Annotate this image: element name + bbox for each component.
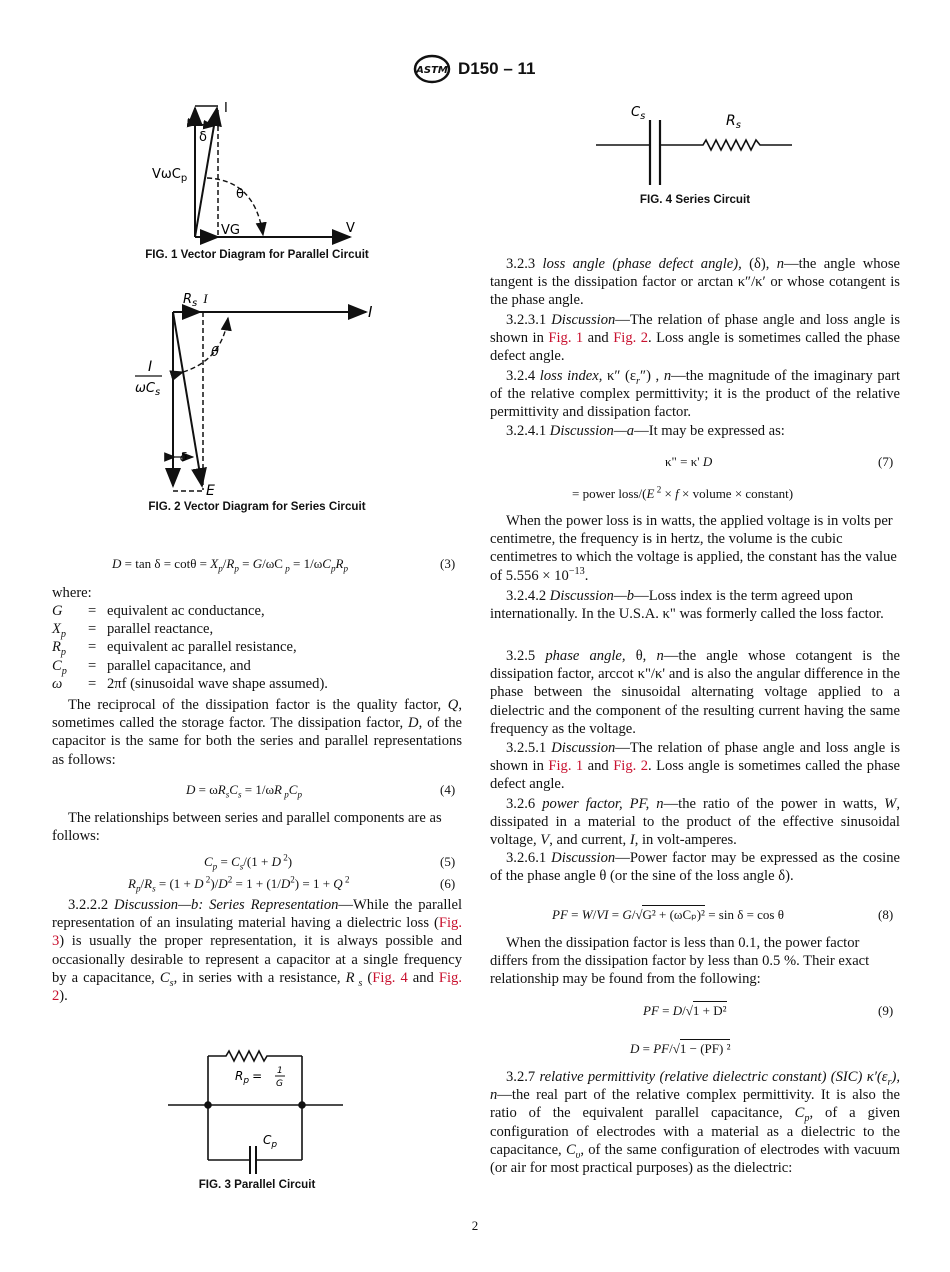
definition-symbol: $X_p$: [52, 621, 67, 641]
figure-link[interactable]: Fig. 2: [613, 758, 649, 775]
definition-symbol: G: [52, 603, 63, 619]
paragraph-3-2-3-1: [490, 311, 900, 366]
text-run: 1 − (PF) ²: [679, 1041, 731, 1056]
text-run: =: [217, 854, 232, 869]
equation-9: [643, 1003, 727, 1019]
equation-7: [665, 454, 712, 470]
text-run: D: [112, 556, 122, 571]
fig2-den-sub: s: [154, 387, 161, 398]
definition-text: parallel capacitance, and: [107, 657, 251, 674]
text-run: /: [592, 907, 597, 922]
text-run: ).: [59, 988, 68, 1005]
fig4-cs: C: [631, 105, 641, 120]
text-run: p: [212, 861, 218, 872]
text-run: κ" = κ': [665, 454, 703, 469]
fig2-rs: R: [183, 292, 193, 307]
equation-9-number: (9): [878, 1003, 894, 1018]
fig4-caption: FIG. 4 Series Circuit: [639, 193, 751, 206]
definition-item: [52, 657, 462, 675]
fig1-vwcp: VωC: [152, 167, 181, 182]
text-run: . Loss angle is sometimes called the phase defect angle.: [490, 330, 901, 365]
text-run: s: [152, 883, 156, 894]
fig2-label-den: [135, 381, 160, 398]
text-run: PF: [552, 907, 568, 922]
paragraph-power-loss: [490, 512, 900, 585]
page-number: 2: [471, 1218, 479, 1233]
text-run: The reciprocal of the dissipation factor is the quality factor,: [68, 697, 448, 713]
text-run: )/: [210, 876, 219, 891]
text-run: 3.2.3.1: [506, 312, 552, 328]
fig1-label-i: I: [224, 101, 228, 116]
text-run: R: [144, 876, 153, 891]
text-run: 2: [290, 874, 295, 885]
equation-7-number: (7): [878, 454, 894, 469]
text-run: When the power loss is in watts, the applied voltage is in volts per centimetre, the frequency is in hertz, the volume is the cubic centimetres to which the voltage is applied, the constant has the value of 5.556 × 10: [490, 513, 897, 584]
text-run: =: [608, 907, 623, 922]
text-run: , of the same configuration of electrodes with vacuum (or air for most practical purposes) as the dielectric:: [490, 1141, 900, 1177]
equation-8-number: (8): [878, 907, 894, 922]
text-run: 3.2.7: [506, 1069, 540, 1085]
text-run: PF: [643, 1003, 659, 1018]
text-run: D: [194, 876, 204, 891]
fig4-rs: R: [726, 113, 736, 129]
paragraph-3-2-4-1: [490, 422, 900, 440]
text-run: W: [884, 796, 897, 812]
text-run: p: [281, 789, 289, 800]
text-run: —It may be expressed as:: [634, 423, 785, 439]
text-run: Discussion—a: [549, 423, 635, 439]
fig3-label-rp: [235, 1069, 262, 1086]
text-run: , of the capacitor is the same for both the series and parallel representations as follows:: [52, 715, 463, 768]
text-run: —the ratio of the power in watts,: [663, 796, 885, 812]
definition-equals: =: [88, 603, 97, 619]
fig3-cp: C: [263, 1133, 272, 1147]
text-run: 3.2.3: [506, 256, 543, 272]
text-run: 3.2.6: [506, 796, 543, 812]
text-run: —Power factor may be expressed as the cosine of the phase angle θ (or the sine of the loss angle δ).: [490, 850, 900, 885]
fig1-label-vg: VG: [221, 223, 240, 238]
text-run: Discussion: [551, 850, 616, 866]
definition-text: equivalent ac conductance,: [107, 603, 265, 619]
text-run: 3.2.6.1: [506, 850, 552, 866]
text-run: (δ),: [749, 256, 777, 272]
paragraph-3-2-3: [490, 255, 900, 310]
fig2-label-num: I: [148, 359, 153, 375]
paragraph-3-2-2-2: [52, 896, 462, 1005]
figure-link[interactable]: Fig. 4: [372, 969, 408, 986]
text-run: C: [322, 556, 331, 571]
text-run: , sometimes called the storage factor. The dissipation factor,: [52, 697, 462, 732]
text-run: n: [656, 648, 664, 664]
fig3-rp-sub: p: [243, 1076, 250, 1086]
text-run: p: [234, 563, 239, 574]
definition-equals: =: [88, 621, 97, 638]
equation-4-number: (4): [440, 782, 456, 797]
fig2-vector-diagram: [0, 280, 475, 498]
text-run: (: [362, 969, 373, 986]
text-run: , in volt-amperes.: [634, 832, 737, 849]
text-run: I: [629, 832, 635, 849]
text-run: D: [408, 715, 419, 732]
fig2-label-e: E: [206, 483, 215, 498]
text-run: p: [804, 1113, 810, 1125]
text-run: —the angle whose tangent is the dissipation factor or arctan κ″/κ′ or whose cotangent is the phase angle.: [490, 256, 900, 309]
text-run: PF: [653, 1041, 670, 1056]
text-run: = (1 +: [155, 876, 195, 891]
definition-equals: =: [88, 657, 97, 674]
text-run: 3.2.2.2: [68, 897, 115, 913]
text-run: D: [280, 876, 291, 891]
text-run: = tan δ = cotθ =: [121, 556, 211, 571]
text-run: −13: [568, 565, 585, 577]
text-run: .: [584, 567, 589, 584]
fig2-label-i: I: [368, 303, 373, 321]
fig3-cp-sub: p: [271, 1140, 278, 1150]
text-run: Discussion: [551, 740, 616, 756]
text-run: p: [282, 563, 290, 574]
text-run: s: [225, 789, 230, 800]
text-run: R: [128, 876, 136, 891]
text-run: Discussion—b: Series Representation: [114, 897, 339, 913]
text-run: Discussion: [551, 312, 616, 328]
text-run: V: [540, 832, 550, 849]
fig1-vector-diagram: [0, 0, 475, 246]
text-run: s: [239, 861, 244, 872]
fig4-cs-sub: s: [640, 111, 646, 122]
figure-link[interactable]: Fig. 2: [52, 969, 462, 1005]
equation-5: [204, 854, 292, 870]
paragraph-3-2-6: [490, 795, 900, 850]
text-run: W: [581, 907, 593, 922]
text-run: —While the parallel representation of an insulating material having a dielectric loss (: [52, 897, 462, 932]
text-run: relative permittivity (relative dielectric constant) (SIC) κ′(ε: [539, 1069, 888, 1085]
equation-4: [186, 782, 302, 798]
text-run: R: [217, 782, 226, 797]
text-run: —the angle whose cotangent is the dissipation factor, arccot κ"/κ' and is also the angular difference in the phase between the sinusoidal alternating voltage applied to a dielectric and the component of the resulting current having the same frequency as the voltage.: [490, 648, 900, 737]
text-run: =: [658, 1003, 673, 1018]
text-run: 1 + D²: [692, 1003, 727, 1018]
figure-link[interactable]: Fig. 2: [613, 330, 649, 347]
text-run: r: [636, 375, 640, 387]
text-run: 3.2.4: [506, 368, 540, 384]
text-run: loss index,: [539, 368, 607, 384]
text-run: 2: [280, 852, 288, 863]
text-run: G² + (ωCₚ)²: [642, 907, 705, 922]
text-run: s: [354, 977, 363, 989]
text-run: s: [169, 977, 174, 989]
text-run: —Loss index is the term agreed upon internationally. In the U.S.A. κ" was formerly called the loss factor.: [490, 588, 884, 623]
text-run: 2: [203, 874, 211, 885]
text-run: /ωC: [262, 556, 283, 571]
text-run: ), n: [490, 1069, 900, 1104]
text-run: = ω: [195, 782, 218, 797]
text-run: 2: [227, 874, 233, 885]
text-run: = power loss/(: [572, 486, 647, 501]
fig3-parallel-circuit: [160, 1040, 360, 1176]
fig4-series-circuit: [590, 98, 800, 190]
fig3-caption: FIG. 3 Parallel Circuit: [198, 1178, 316, 1191]
fig2-rs-sub: s: [192, 298, 198, 309]
paragraph-reciprocal: [52, 696, 462, 769]
text-run: —The relation of phase angle and loss angle is shown in: [490, 312, 901, 347]
fig2-label-rs-i: [183, 291, 208, 309]
text-run: × volume × constant): [678, 486, 794, 501]
definition-item: [52, 620, 462, 641]
text-run: s: [237, 789, 242, 800]
fig4-label-cs: [631, 105, 645, 122]
text-run: /√: [669, 1041, 680, 1056]
paragraph-relationships: [52, 809, 462, 845]
text-run: Q: [333, 876, 343, 891]
text-run: =: [639, 1041, 654, 1056]
text-run: C: [159, 969, 170, 986]
text-run: C: [794, 1105, 805, 1122]
text-run: . Loss angle is sometimes called the phase defect angle.: [490, 758, 901, 793]
text-run: and: [407, 969, 439, 986]
text-run: phase angle,: [545, 648, 636, 664]
text-run: E: [646, 486, 655, 501]
text-run: R: [274, 782, 282, 797]
fig3-label-cp: [263, 1133, 277, 1150]
paragraph-3-2-4: [490, 367, 900, 422]
text-run: θ,: [635, 648, 657, 664]
text-run: n: [776, 256, 784, 272]
text-run: VI: [596, 907, 609, 922]
text-run: C: [204, 854, 213, 869]
fig3-one: 1: [277, 1066, 283, 1076]
fig1-label-v: V: [346, 221, 355, 236]
figure-link[interactable]: Fig. 3: [52, 915, 462, 950]
text-run: p: [343, 563, 349, 574]
text-run: 2: [654, 484, 662, 495]
text-run: —The relation of phase angle and loss angle is shown in: [490, 740, 901, 775]
fig1-label-vwcp: [152, 167, 187, 184]
text-run: and: [583, 758, 614, 775]
definition-equals: =: [88, 675, 97, 692]
text-run: R: [226, 556, 235, 571]
text-run: f: [675, 486, 679, 501]
text-run: /√: [682, 1003, 693, 1018]
text-run: D: [630, 1041, 640, 1056]
text-run: 3.2.4.2: [506, 588, 550, 604]
text-run: ×: [661, 486, 676, 501]
definition-text: 2πf (sinusoidal wave shape assumed).: [107, 675, 328, 692]
fig4-rs-sub: s: [735, 120, 741, 131]
svg-text:ASTM: ASTM: [416, 65, 448, 76]
text-run: /√: [631, 907, 643, 922]
fig1-vwcp-sub: p: [180, 173, 188, 184]
figure-link[interactable]: Fig. 1: [548, 758, 584, 775]
text-run: =: [238, 556, 253, 571]
fig2-caption: FIG. 2 Vector Diagram for Series Circuit: [148, 500, 366, 513]
text-run: /: [140, 876, 145, 891]
text-run: Discussion—b: [549, 588, 635, 604]
text-run: = 1 + (1/: [232, 876, 281, 891]
text-run: D: [271, 854, 281, 869]
text-run: υ: [575, 1149, 581, 1161]
fig2-den: ωC: [135, 381, 155, 396]
text-run: D: [702, 454, 713, 469]
text-run: C: [288, 782, 298, 797]
equation-6-number: (6): [440, 876, 456, 891]
equation-3-number: (3): [440, 556, 456, 571]
equation-10: [630, 1041, 730, 1057]
text-run: ) is usually the proper representation, it is always possible and occasionally desirable to represent a capacitor at a single frequency by a capacitance,: [52, 933, 462, 986]
text-run: D: [218, 876, 228, 891]
text-run: —the magnitude of the imaginary part of the relative complex permittivity; it is the product of the relative permittivity and dissipation factor.: [490, 368, 901, 421]
text-run: , and current,: [549, 832, 630, 849]
fig1-label-theta: θ: [236, 187, 244, 202]
text-run: The relationships between series and parallel components are as follows:: [52, 810, 442, 845]
text-run: C: [229, 782, 238, 797]
text-run: 3.2.5: [506, 648, 546, 664]
text-run: When the dissipation factor is less than 0.1, the power factor differs from the dissipation factor by less than 0.5 %. Their exact relationship may be found from the following:: [490, 935, 870, 988]
text-run: 3.2.5.1: [506, 740, 552, 756]
text-run: R: [345, 969, 355, 986]
equation-8: [552, 907, 784, 923]
text-run: C: [565, 1141, 576, 1158]
text-run: X: [210, 556, 219, 571]
text-run: loss angle (phase defect angle),: [542, 256, 750, 272]
fig4-label-rs: [726, 113, 741, 131]
definition-equals: =: [88, 639, 97, 656]
text-run: 2: [342, 874, 350, 885]
paragraph-3-2-5: [490, 647, 900, 738]
text-run: r: [887, 1076, 892, 1088]
text-run: G: [252, 556, 263, 571]
text-run: ): [287, 854, 293, 869]
text-run: = 1/ω: [241, 782, 274, 797]
text-run: 3.2.4.1: [506, 423, 550, 439]
definition-symbol: $C_p$: [52, 657, 67, 677]
definition-item: [52, 602, 462, 620]
text-run: /: [222, 556, 227, 571]
figure-link[interactable]: Fig. 1: [548, 330, 584, 347]
fig3-g: G: [276, 1079, 283, 1089]
text-run: , dissipated in a material to the product of the effective sinusoidal voltage,: [490, 796, 900, 849]
paragraph-3-2-7: [490, 1068, 900, 1177]
text-run: =: [567, 907, 582, 922]
definition-item: [52, 675, 462, 693]
fig3-eq: =: [252, 1069, 263, 1083]
paragraph-dissipation-factor: [490, 934, 900, 989]
where-label: where:: [52, 585, 92, 601]
text-run: = 1/ω: [289, 556, 323, 571]
text-run: R: [335, 556, 344, 571]
text-run: and: [583, 330, 614, 347]
text-run: , of a given configuration of electrodes with a material as a dielectric to the capacitance,: [490, 1105, 900, 1158]
fig2-rs-i: I: [203, 291, 208, 306]
fig1-caption: FIG. 1 Vector Diagram for Parallel Circuit: [145, 248, 369, 261]
paragraph-3-2-5-1: [490, 739, 900, 794]
text-run: —the real part of the relative complex permittivity. It is also the ratio of the equivalent parallel capacitance,: [490, 1087, 900, 1122]
equation-6: [128, 876, 350, 892]
text-run: p: [330, 563, 336, 574]
fig2-label-delta: δ: [180, 450, 188, 464]
paragraph-3-2-6-1: [490, 849, 900, 885]
text-run: n: [663, 368, 672, 384]
equation-7b: [572, 486, 793, 502]
text-run: κ″ (ε: [606, 368, 637, 384]
designation: D150 – 11: [458, 59, 536, 78]
text-run: p: [135, 883, 141, 894]
paragraph-3-2-4-2: [490, 587, 900, 623]
definition-symbol: ω: [52, 675, 63, 692]
text-run: C: [231, 854, 240, 869]
text-run: p: [218, 563, 223, 574]
text-run: ″) ,: [640, 368, 664, 384]
text-run: D: [672, 1003, 683, 1018]
text-run: D: [186, 782, 196, 797]
text-run: p: [297, 789, 302, 800]
text-run: /(1 +: [243, 854, 272, 869]
text-run: Q: [447, 697, 459, 713]
text-run: ) = 1 +: [294, 876, 334, 891]
fig3-rp: R: [235, 1069, 244, 1083]
definition-text: parallel reactance,: [107, 621, 214, 638]
text-run: , in series with a resistance,: [173, 969, 346, 986]
text-run: power factor, PF, n: [542, 796, 664, 812]
text-run: G: [622, 907, 632, 922]
definition-symbol: $R_p$: [52, 639, 67, 659]
equation-3: [112, 556, 348, 572]
text-run: = sin δ = cos θ: [704, 907, 784, 922]
fig1-label-delta: δ: [199, 130, 207, 145]
fig2-label-theta: θ: [211, 345, 219, 360]
equation-5-number: (5): [440, 854, 456, 869]
definition-item: [52, 638, 462, 659]
definition-text: equivalent ac parallel resistance,: [107, 639, 297, 656]
